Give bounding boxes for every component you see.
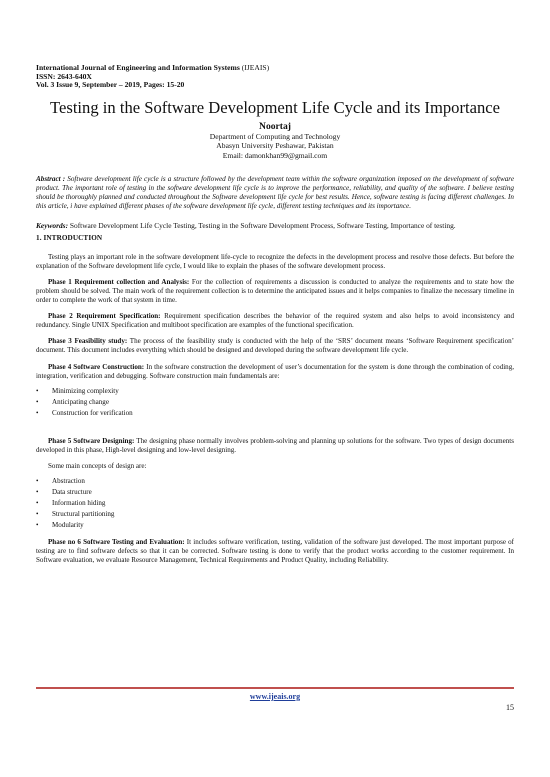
phase6-label: Phase no 6 Software Testing and Evaluation:	[48, 538, 185, 547]
abstract	[36, 175, 514, 212]
phase2-paragraph	[36, 312, 514, 330]
keywords-label: Keywords:	[36, 220, 69, 230]
intro-paragraph: Testing plays an important role in the software development life-cycle to recognize the defects in the development process and resolve those defects. But before the explanation of the Software development life cycle, I would like to explain the phases of the software development process.	[36, 252, 514, 270]
journal-name	[36, 64, 514, 73]
phase5-paragraph	[36, 437, 514, 455]
list-item: • Information hiding	[36, 498, 514, 509]
phase1-label: Phase 1 Requirement collection and Analysis:	[48, 277, 190, 286]
phase4-text: In the software construction the development of user’s documentation for the system is done through the combination of coding, integration, verification and debugging. Software construction main fundamentals are:	[36, 362, 514, 380]
construction-list	[36, 386, 514, 419]
journal-volume: Vol. 3 Issue 9, September – 2019, Pages: 15-20	[36, 80, 185, 90]
footer-website-link[interactable]: www.ijeais.org	[249, 692, 301, 701]
phase6-paragraph	[36, 538, 514, 565]
phase1-paragraph	[36, 278, 514, 305]
phase5-label: Phase 5 Software Designing:	[48, 436, 135, 445]
list-item: • Data structure	[36, 487, 514, 498]
list-item: • Anticipating change	[36, 397, 514, 408]
abstract-label: Abstract :	[36, 174, 66, 183]
journal-title: International Journal of Engineering and Information Systems	[36, 63, 240, 72]
footer-rule	[36, 687, 514, 689]
paper-title: Testing in the Software Development Life Cycle and its Importance	[50, 97, 500, 117]
phase2-text: Requirement specification describes the behavior of the required system and also helps to avoid inconsistency and redundancy. Single UNIX Specification and multiboot specification are examples of the functional specification.	[36, 312, 514, 330]
page-number: 15	[506, 703, 514, 712]
author-name: Noortaj	[259, 121, 291, 133]
phase3-text: The process of the feasibility study is conducted with the help of the ‘SRS’ document means ‘Software Requirement specification’ document. This document includes everything which should be designed and developed during the software development life cycle.	[36, 337, 515, 355]
list-item: • Minimizing complexity	[36, 386, 514, 397]
list-item: • Modularity	[36, 520, 514, 531]
phase6-text: It includes software verification, testing, validation of the software just developed. The most important purpose of testing are to find software defects so that it can be corrected. Software testing is done to verify that the product works according to the customer requirement. In Software evaluation, we evaluate Resource Management, Technical Requirements and Product Quality, including Reliability.	[36, 538, 514, 565]
phase2-label: Phase 2 Requirement Specification:	[48, 312, 161, 321]
journal-header	[36, 64, 514, 90]
paper-page	[36, 64, 514, 565]
phase4-paragraph	[36, 363, 514, 381]
journal-issn: ISSN: 2643-640X	[36, 71, 92, 81]
author-email[interactable]: Email: damonkhan99@gmail.com	[222, 150, 328, 160]
design-intro: Some main concepts of design are:	[48, 461, 147, 470]
design-list	[36, 476, 514, 531]
phase1-text: For the collection of requirements a discussion is conducted to analyze the requirements and to state how the problem should be solved. The main work of the requirement collection is to determine the anticipated issues and it helps companies to finalize the necessary timeline in order to complete the work of that system in time.	[36, 277, 514, 305]
list-item: • Construction for verification	[36, 408, 514, 419]
phase3-label: Phase 3 Feasibility study:	[48, 337, 128, 346]
section-heading-introduction: 1. INTRODUCTION	[36, 233, 103, 242]
spacer	[36, 419, 514, 430]
author-university: Abasyn University Peshawar, Pakistan	[216, 141, 334, 151]
phase3-paragraph	[36, 337, 514, 355]
keywords	[36, 221, 514, 230]
author-department: Department of Computing and Technology	[209, 132, 341, 142]
phase4-label: Phase 4 Software Construction:	[48, 362, 145, 371]
phase5-text: The designing phase normally involves problem-solving and planning up solutions for the software. Two types of design documents developed in this phase, High-level designing and low-level designing.	[36, 436, 514, 454]
abstract-text: Software development life cycle is a structure followed by the development team within the software organization imposed on the development of software product. The important role of testing in the software development life cycle is to improve the performance, reliability, and quality of the software. I believe testing should be thoroughly planned and conducted throughout the Software development life cycle for best results. Hence, software testing is facing different challenges. In this article, i have explained different phases of the software development life cycle, different testing techniques and its importance.	[36, 174, 514, 211]
journal-abbr: (IJEAIS)	[241, 63, 270, 72]
keywords-text: Software Development Life Cycle Testing, Testing in the Software Development Process, Software Testing, Importance of testing.	[69, 220, 456, 230]
list-item: • Structural partitioning	[36, 509, 514, 520]
list-item: • Abstraction	[36, 476, 514, 487]
